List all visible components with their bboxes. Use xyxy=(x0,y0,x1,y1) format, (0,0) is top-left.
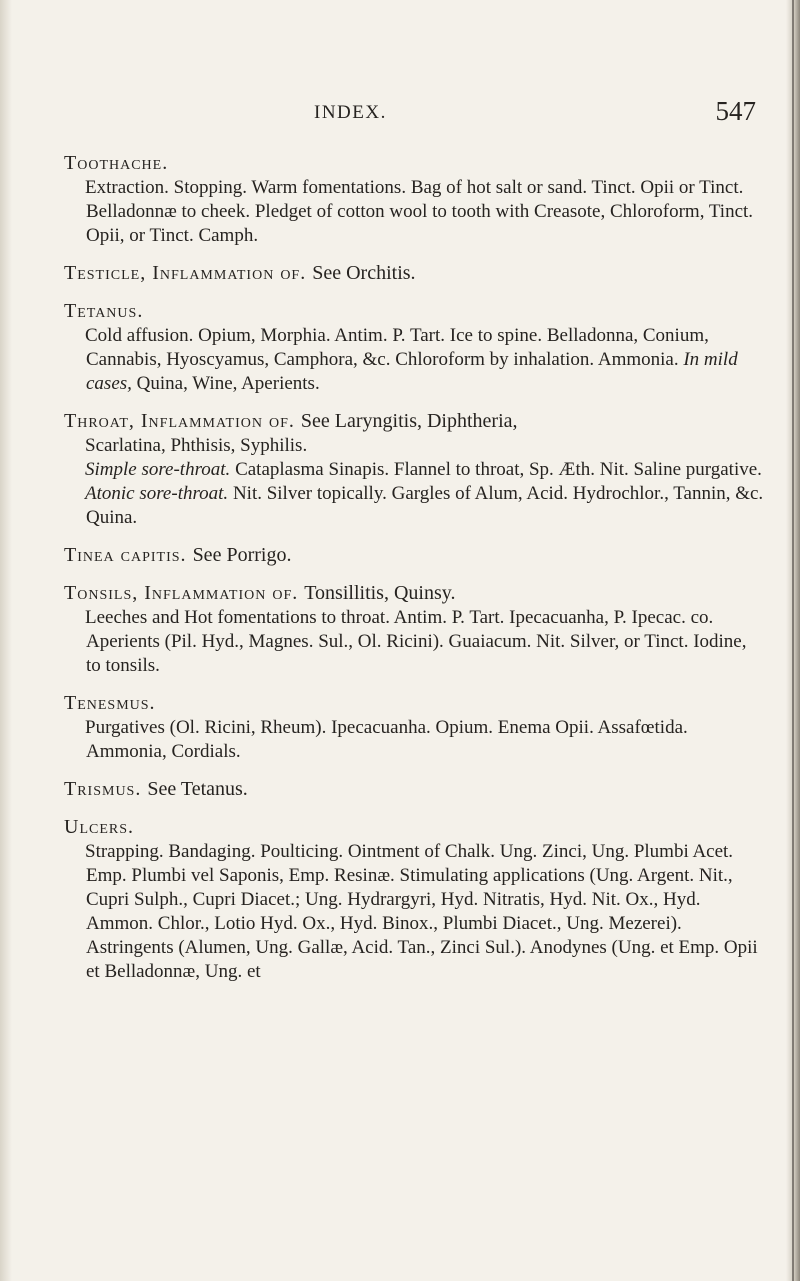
index-entry-tinea xyxy=(64,542,764,568)
entry-text-tail: Quina, Wine, Aperients. xyxy=(136,373,320,394)
index-page xyxy=(64,96,764,996)
entry-text-italic: In mild cases, xyxy=(86,349,738,394)
index-entry-tetanus xyxy=(64,298,764,396)
entry-heading xyxy=(64,260,764,286)
cross-reference: See Laryngitis, Diphtheria, xyxy=(300,410,518,432)
entry-heading: Tetanus. xyxy=(64,300,144,322)
entry-text xyxy=(86,324,764,396)
entry-text: Scarlatina, Phthisis, Syphilis. xyxy=(85,435,308,456)
entry-heading xyxy=(64,776,764,802)
index-entry-testicle xyxy=(64,260,764,286)
entry-heading xyxy=(64,580,764,606)
sub-entry xyxy=(86,458,764,482)
entry-body xyxy=(64,716,764,764)
entry-body xyxy=(64,324,764,396)
sub-entry-label: Atonic sore-throat. xyxy=(85,483,229,504)
entry-heading: Ulcers. xyxy=(64,816,135,838)
entry-body xyxy=(64,606,764,678)
cross-reference: Tonsillitis, Quinsy. xyxy=(304,582,456,604)
entry-heading-text: Tinea capitis. xyxy=(64,544,187,566)
entry-text: Extraction. Stopping. Warm fomentations. Bag of hot salt or sand. Tinct. Opii or Tinct. Belladonnæ to cheek. Pledget of cotton wool to tooth with Creasote, Chloroform, Tinct. Opii, or Tinct. Camph. xyxy=(85,177,754,246)
entry-heading-text: Throat, Inflammation of. xyxy=(64,410,295,432)
index-entry-toothache xyxy=(64,150,764,248)
running-head xyxy=(64,96,764,130)
entry-heading: Toothache. xyxy=(64,152,169,174)
entry-body xyxy=(64,840,764,984)
entry-heading: Tenesmus. xyxy=(64,692,156,714)
entry-heading-text: Trismus. xyxy=(64,778,142,800)
entry-heading-text: Testicle, Inflammation of. xyxy=(64,262,307,284)
entry-heading xyxy=(64,408,764,434)
entry-text-main: Cold affusion. Opium, Morphia. Antim. P. Tart. Ice to spine. Belladonna, Conium, Cannabis, Hyoscyamus, Camphora, &c. Chloroform by inhalation. Ammonia. xyxy=(85,325,709,370)
entry-body xyxy=(64,434,764,530)
entry-heading-text: Tonsils, Inflammation of. xyxy=(64,582,299,604)
entry-heading xyxy=(64,542,764,568)
index-entry-tenesmus xyxy=(64,690,764,764)
entry-text: Strapping. Bandaging. Poulticing. Ointment of Chalk. Ung. Zinci, Ung. Plumbi Acet. Emp. Plumbi vel Saponis, Emp. Resinæ. Stimulating applications (Ung. Argent. Nit., Cupri Sulph., Cupri Diacet.; Ung. Hydrargyri, Hyd. Nitratis, Hyd. Nit. Ox., Hyd. Ammon. Chlor., Lotio Hyd. Ox., Hyd. Binox., Plumbi Diacet., Ung. Mezerei). Astringents (Alumen, Ung. Gallæ, Acid. Tan., Zinci Sul.). Anodynes (Ung. et Emp. Opii et Belladonnæ, Ung. et xyxy=(85,841,758,982)
entry-body xyxy=(64,176,764,248)
cross-reference: See Porrigo. xyxy=(192,544,292,566)
binding-line xyxy=(792,0,794,1281)
page-gutter-shadow xyxy=(0,0,12,1281)
page-number: 547 xyxy=(715,96,756,126)
index-entry-tonsils xyxy=(64,580,764,678)
sub-entry-text: Nit. Silver topically. Gargles of Alum, Acid. Hydrochlor., Tannin, &c. Quina. xyxy=(86,483,764,528)
entry-text: Leeches and Hot fomentations to throat. Antim. P. Tart. Ipecacuanha, P. Ipecac. co. Aperients (Pil. Hyd., Magnes. Sul., Ol. Ricini). Guaiacum. Nit. Silver, or Tinct. Iodine, to tonsils. xyxy=(85,607,747,676)
entry-text: Purgatives (Ol. Ricini, Rheum). Ipecacuanha. Opium. Enema Opii. Assafœtida. Ammonia, Cordials. xyxy=(85,717,688,762)
sub-entry-text: Cataplasma Sinapis. Flannel to throat, Sp. Æth. Nit. Saline purgative. xyxy=(235,459,762,480)
index-entry-throat xyxy=(64,408,764,530)
cross-reference: See Orchitis. xyxy=(312,262,416,284)
sub-entry-label: Simple sore-throat. xyxy=(85,459,231,480)
running-head-title: INDEX. xyxy=(314,102,387,123)
index-entry-trismus xyxy=(64,776,764,802)
sub-entry xyxy=(86,482,764,530)
cross-reference: See Tetanus. xyxy=(147,778,248,800)
index-entry-ulcers xyxy=(64,814,764,984)
